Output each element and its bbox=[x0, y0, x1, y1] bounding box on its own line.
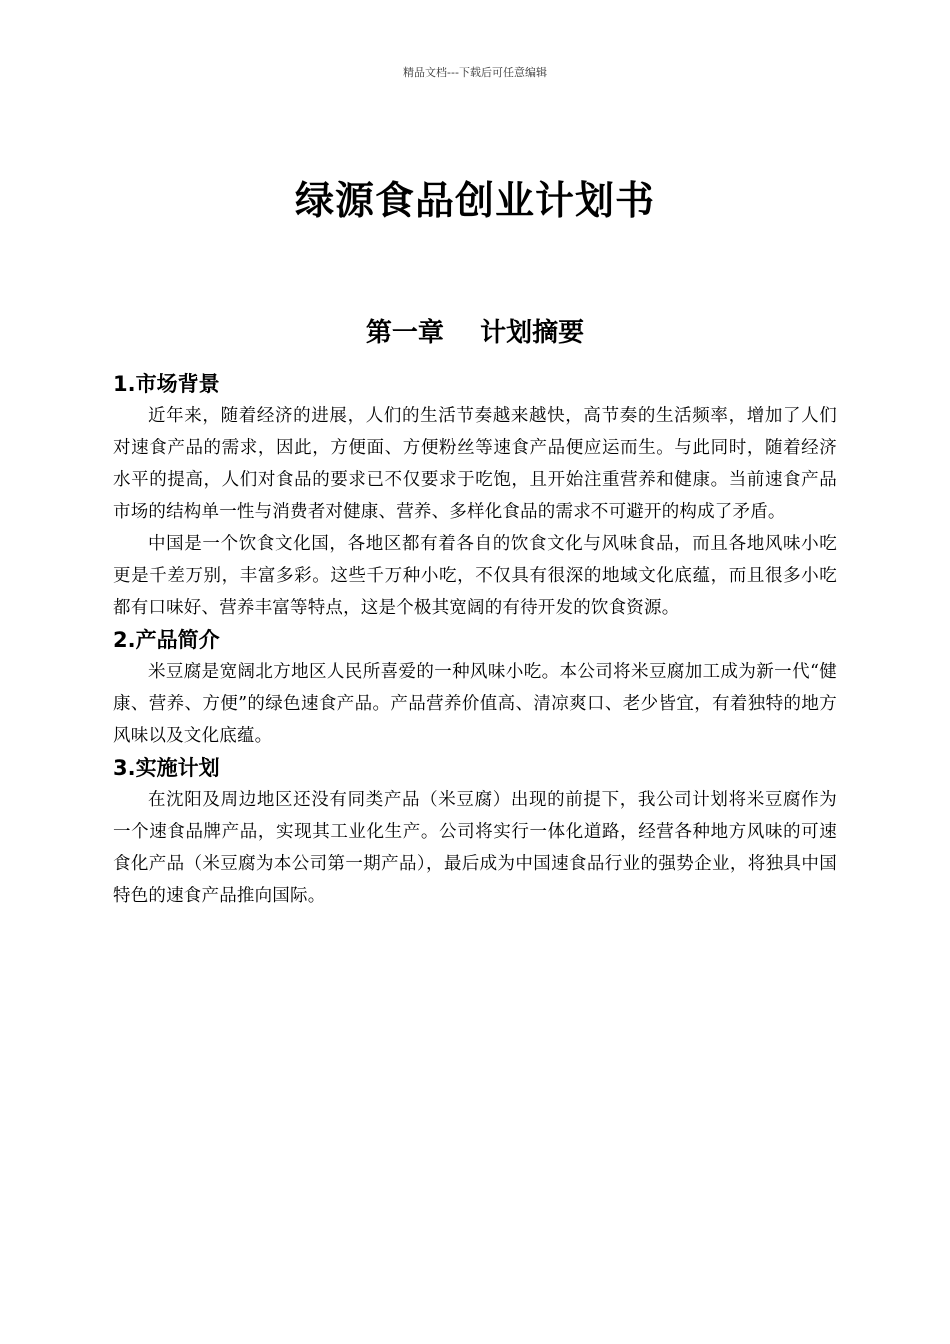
paragraph: 米豆腐是宽阔北方地区人民所喜爱的一种风味小吃。本公司将米豆腐加工成为新一代“健康、营养、方便”的绿色速食产品。产品营养价值高、清凉爽口、老少皆宜，有着独特的地方风味以及文化底蕴。 bbox=[113, 662, 837, 746]
section-market-background bbox=[113, 368, 837, 624]
paragraph: 在沈阳及周边地区还没有同类产品（米豆腐）出现的前提下，我公司计划将米豆腐作为一个速食品牌产品，实现其工业化生产。公司将实行一体化道路，经营各种地方风味的可速食化产品（米豆腐为本公司第一期产品），最后成为中国速食品行业的强势企业，将独具中国特色的速食产品推向国际。 bbox=[113, 790, 837, 906]
paragraph: 中国是一个饮食文化国，各地区都有着各自的饮食文化与风味食品，而且各地风味小吃更是千差万别，丰富多彩。这些千万种小吃，不仅具有很深的地域文化底蕴，而且很多小吃都有口味好、营养丰富等特点，这是个极其宽阔的有待开发的饮食资源。 bbox=[113, 534, 837, 618]
header-note: 精品文档---下载后可任意编辑 bbox=[403, 66, 547, 79]
section-implementation-plan bbox=[113, 752, 837, 912]
section-product-intro bbox=[113, 624, 837, 752]
section-heading: 2.产品简介 bbox=[113, 628, 220, 652]
section-heading: 3.实施计划 bbox=[113, 756, 220, 780]
section-heading: 1.市场背景 bbox=[113, 372, 220, 396]
document-title: 绿源食品创业计划书 bbox=[294, 179, 655, 224]
paragraph: 近年来，随着经济的进展，人们的生活节奏越来越快，高节奏的生活频率，增加了人们对速食产品的需求，因此，方便面、方便粉丝等速食产品便应运而生。与此同时，随着经济水平的提高，人们对食品的要求已不仅要求于吃饱，且开始注重营养和健康。当前速食产品市场的结构单一性与消费者对健康、营养、多样化食品的需求不可避开的构成了矛盾。 bbox=[113, 406, 837, 522]
document-body bbox=[113, 368, 837, 912]
chapter-title: 第一章 计划摘要 bbox=[365, 318, 585, 348]
